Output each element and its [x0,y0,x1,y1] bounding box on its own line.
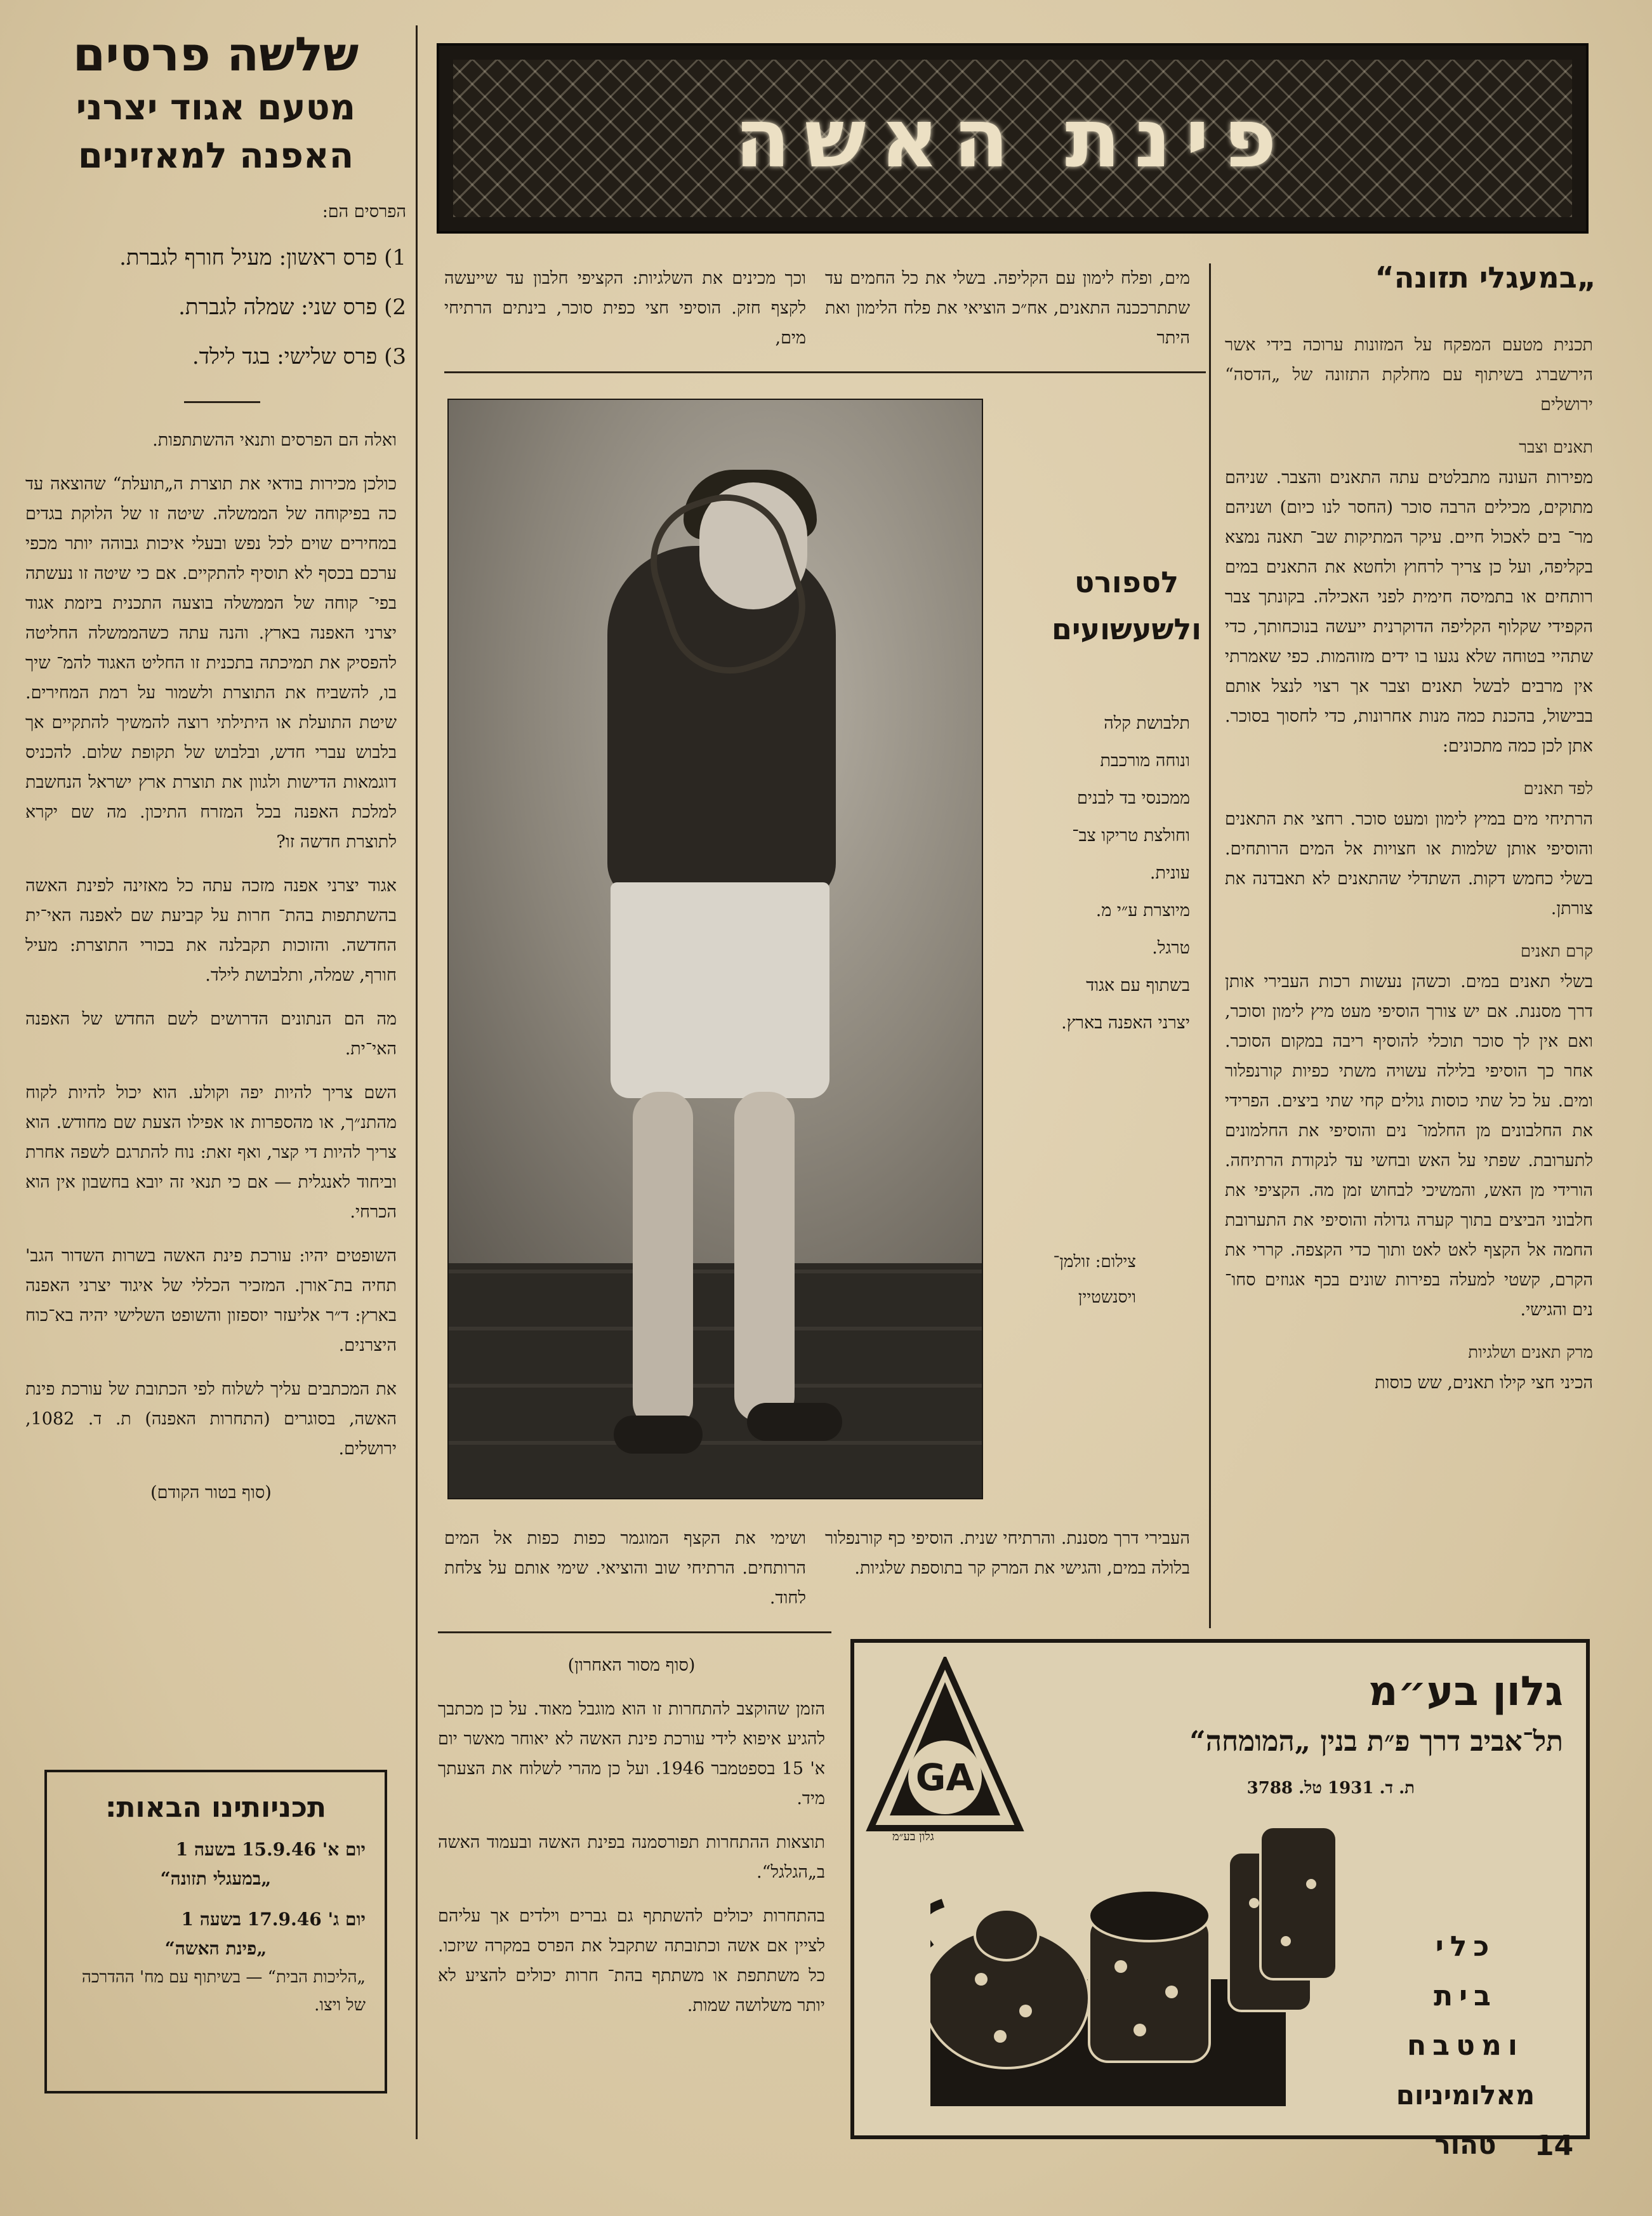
caption-line: ונוחה מורכבת [1100,751,1190,771]
model-leg [633,1092,693,1428]
prize-list [25,202,406,381]
contest-end-paragraph: הזמן שהוקצב להתחרות זו הוא מוגבל מאוד. על כן מכתבך להגיע איפוא לידי עורכת פינת האשה לא יאוחר מאשר יום א' 15 בספטמבר 1946. ועל כן מהרי לשלוח את הצעתך מיד. [438,1699,825,1808]
banner-title: פינת האשה [734,91,1291,186]
prize-item: 2) פרס שני: שמלה לגברת. [178,295,406,320]
column-divider [1209,263,1211,1628]
upcoming-title: תכניותינו הבאות: [105,1791,327,1824]
recipe-intro: תכנית מטעם המפקח על המזונות ערוכה בידי אשר הירשברג בשיתוף עם מחלקת התזונה של „הדסה“ ירושלים [1225,335,1593,415]
contest-continuation-column [438,1650,825,2034]
recipe-subheading: תאנים וצבר [1519,438,1593,457]
slogan-line: מאלומיניום טהור [1396,2080,1535,2160]
contest-end-paragraph: תוצאות ההתחרות תפורסמנה בפינת האשה ובעמוד האשה ב„הגלגל“. [438,1833,825,1882]
ad-phone: ת. ד. 1931 טל. 3788 [1246,1779,1415,1798]
recipe-continuation-strip-2 [444,263,806,367]
strip-divider [438,1631,831,1633]
sport-caption [1000,705,1190,1042]
model-shorts [611,882,829,1098]
section-banner [437,43,1589,234]
upcoming-program-2: „פינת האשה“ [164,1938,267,1959]
contest-article-column [25,425,397,1522]
caption-line: עונית. [1149,863,1190,883]
prize-item: 1) פרס ראשון: מעיל חורף לגברת. [119,245,406,270]
soup-recipe-end [825,1523,1190,1597]
strip-text: מים, ופלח לימון עם הקליפה. בשלי את כל החמים עד שתתרככנה התאנים, אח״כ הוציאי את פלח הלימון ואת היתר [825,269,1190,348]
recipe-subheading: לפד תאנים [1523,780,1593,799]
caption-line: יצרני האפנה בארץ. [1061,1013,1190,1033]
page-number: 14 [1535,2130,1574,2162]
credit-line-2: ויסנשטיין [1078,1288,1136,1307]
strip-text: העבירי דרך מסננת. והרתיחי שנית. הוסיפי כף קורנפלור בלולה במים, והגישי את המרק קר בתוספת שלגיות. [825,1529,1190,1578]
continued-from-note: (סוף מסור האחרון) [567,1655,696,1675]
upcoming-program-1: „במעגלי תזונה“ [160,1868,272,1889]
slogan-line: כלי [1435,1930,1496,1963]
contest-paragraph: השופטים יהיו: עורכת פינת האשה בשרות השדור הגב' תחיה בת־אורן. המזכיר הכללי של איגוד יצרני האפנה בארץ: ד״ר אליעזר יוספזון והשופט השלישי יהיה בא־כוח היצרנים. [25,1246,397,1355]
masthead-line-1: שלשה פרסים [72,27,359,82]
upcoming-note: „הליכות הבית“ — בשיתוף עם מח' ההדרכה של ויצו. [81,1968,366,2015]
ad-address: תל־אביב דרך פ״ת בנין „המומחה“ [1189,1725,1563,1758]
sport-title-1: לספורט [1074,565,1179,599]
upcoming-date-2: יום ג' 17.9.46 בשעה 1 [181,1909,366,1930]
model-shoe [614,1416,703,1454]
caption-line: בשתוף עם אגוד [1086,976,1190,995]
slogan-line: ומטבח [1407,2029,1524,2062]
ad-slogan [1370,1922,1561,2170]
recipe-paragraph: מפירות העונה מתבלטים עתה התאנים והצבר. שניהם מתוקים, מכילים הרבה סוכר (החסר לנו כיום) ושניהם מר־ בים לאכול חיים. עיקר המתיקות שב־ תאנה נמצא בקליפה, ועל כן צריך לרחוץ ולחטא את התאנים במים רותחים או בתמיסה חימית לפני האכילה. בקונתך צבר הקפידי שקלוף הקליפה הדוקרנית ייעשה בנוכחותך, כדי שתהיי בטוחה שלא נגעו בו ידים מזוהמות. כפי שאמרתי אין מרבים לבשל תאנים וצבר אך רצוי לנצל אותם בבישול, בהכנת כמה מנות אחרונות, כדי לחסוך בסוכר. אתן לכן כמה מתכונים: [1225,468,1593,756]
masthead-line-3: האפנה למאזינים [77,135,354,176]
contest-paragraph: כולכן מכירות בודאי את תוצרת ה„תועלת“ שהוצאה עד כה בפיקוחה של הממשלה. שיטה זו של הלוקת בגדים במחירים שוים לכל נפש ובעלי איכות גבוהה יותר מכפי ערכם בכסף לא תוסיף להתקיים. אם כי שיטה זו נעשתה בפי־ קוחה של הממשלה בוצעה התכנית ביזמת אגוד יצרני האפנה בארץ. והנה עתה כשהממשלה החליטה להפסיק את תמיכתה בתכנית זו החליט האגוד להמ־ שיך בו, להשביח את התוצרת ולשמור על רמת המחירים. שיטת התועלת או היתילתי רוצה להמשיך להתקיים אך בלבוש עברי חדש, ובלבוש של תקופת שלום. להכניס דוגמאות הדישות ולגוון את תוצרת ארץ ישראל הנחשבת למלכת האפנה בכל המזרח התיכון. מה שם יקרא לתוצרת חדשה זו? [25,474,397,852]
credit-line-1: צילום: זולמן־ [1053,1252,1136,1271]
caption-line: תלבושת קלה [1104,713,1190,733]
contest-heading: ואלה הם הפרסים ותנאי ההשתתפות. [152,430,397,450]
contest-paragraph: אגוד יצרני אפנה מזכה עתה כל מאזינה לפינת האשה בהשתתפות בהת־ חרות על קביעת שם לאפנה האי־ית החדשה. והזוכות תקבלנה את בכורי התוצרת: מעיל חורף, שמלה, ותלבושת לילד. [25,876,397,985]
masthead-line-2: מטעם אגוד יצרני [76,87,356,128]
ad-company-name: גלון בע״מ [1368,1668,1563,1715]
continued-note: (סוף בטור הקודם) [150,1483,272,1503]
logo-letters: GA [915,1756,975,1799]
strip-text: ושימי את הקצף המוגמר כפות כפות אל המים הרותחים. הרתיחי שוב והוציאי. שימי אותם על צלחת לחוד. [444,1529,806,1608]
upcoming-programs-box [44,1770,387,2093]
prizes-masthead [38,25,393,180]
photo-floor [449,1263,982,1498]
upcoming-date-1: יום א' 15.9.46 בשעה 1 [175,1839,366,1860]
model-shoe [747,1403,842,1441]
recipe-paragraph: הרתיחי מים במיץ לימון ומעט סוכר. רחצי את התאנים והוסיפי אותן שלמות או חצויות אל המים הרותחים. בשלי כחמש דקות. השתדלי שהתאנים לא תאבדנה את צורתן. [1225,809,1593,919]
caption-line: ממכנסי בד לבנים [1077,788,1190,808]
recipe-paragraph: בשלי תאנים במים. וכשהן נעשות רכות העבירי אותן דרך מסננת. אם יש צורך הוסיפי מעט מיץ לימון וסוכר, ואם אין לך סוכר תוכלי להוסיף ריבה במקום הסוכר. אחר כך הוסיפי בלילה עשויה משתי כפיות קורנפלור ומים. על כל שתי כוסות גולים קחי שתי ביצים. הפרידי את החלבונים מן החלמו־ נים והוסיפי את החלמונים לתערובת. שפתי על האש ובחשי עד לנקודת הרתיחה. הורידי מן האש, והמשיכי לבחוש זמן מה. הקציפי את חלבוני הביצים בתוך קערה גדולה והוסיפי את התערובת החמה אל הקצף לאט לאט ותוך כדי הקצפה. קררי את הקרם, קשטי למעלה בפירות שונים בכף אגוזים סחו־ נים והגישי. [1225,972,1593,1320]
recipe-column [1225,330,1593,1412]
recipe-paragraph: הכיני חצי קילו תאנים, שש כוסות [1375,1373,1593,1393]
soup-recipe-end-2 [444,1523,806,1627]
strip-divider [444,371,1206,373]
photo-credit [1009,1244,1136,1315]
recipe-subheading: קרם תאנים [1520,942,1593,961]
caption-line: וחולצת טריקו צב־ [1072,826,1190,846]
model-leg [734,1092,795,1422]
caption-line: טרגל. [1152,938,1190,958]
sport-title-2: ולשעשועים [1051,612,1202,646]
logo-caption: גלון בע״מ [892,1830,934,1843]
short-rule [184,401,260,403]
recipe-subheading: מרק תאנים ושלגיות [1468,1343,1593,1362]
prize-list-intro: הפרסים הם: [322,202,406,222]
lace-pattern [453,60,1572,217]
contest-end-paragraph: בהתחרות יכולים להשתתף גם גברים וילדים אך עליהם לציין אם אשה וכתובתה שתקבל את הפרס במקרה שיזכו. כל משתתפת או משתתף בהת־ חרות יכולים להציע לא יותר משלושה שמות. [438,1906,825,2015]
recipe-continuation-strip [825,263,1190,367]
column-divider [416,25,418,2139]
prize-item: 3) פרס שלישי: בגד לילד. [192,344,406,369]
slogan-line: בית [1434,1980,1497,2012]
caption-line: מיוצרת ע״י מ. [1095,901,1190,920]
contest-paragraph: את המכתבים עליך לשלוח לפי הכתובת של עורכת פינת האשה, בסוגרים (התחרות האפנה) ת. ד. 1082, ירושלים. [25,1379,397,1459]
strip-text: וכך מכינים את השלגיות: הקציפי חלבון עד שייעשה לקצף חזק. הוסיפי חצי כפית סוכר, בינתים הרתיחי מים, [444,269,806,348]
contest-paragraph: השם צריך להיות יפה וקולע. הוא יכול להיות לקוח מהתנ״ך, או מהספרות או אפילו הצעת שם מחודש. הוא צריך להיות די קצר, ואף זאת: נוח להתרגם לשפה אחרת וביחוד לאנגלית — אם כי תנאי זה יובא בחשבון אין הוא הכרחי. [25,1083,397,1222]
fashion-photo [447,399,983,1499]
cookware-illustration [930,1789,1349,2121]
contest-paragraph: מה הם הנתונים הדרושים לשם החדש של האפנה האי־ית. [25,1009,397,1059]
recipe-title: „במעגלי תזונה“ [1375,260,1596,295]
sport-heading [1006,559,1247,653]
